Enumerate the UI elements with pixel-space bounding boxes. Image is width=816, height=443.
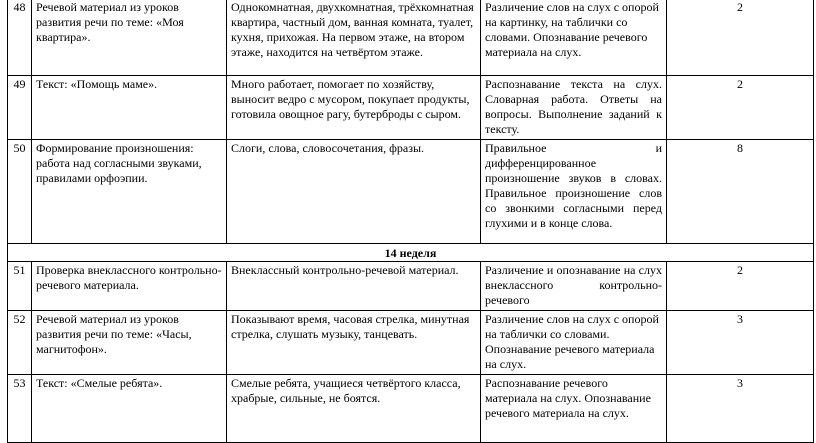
hours-cell: 2 (667, 76, 814, 140)
table-row (8, 311, 814, 375)
row-number: 53 (8, 375, 32, 443)
activity-cell: Распознавание текста на слух. Словарная работа. Ответы на вопросы. Выполнение заданий к тексту. (481, 76, 667, 140)
topic-cell: Речевой материал из уроков развития речи по теме: «Моя квартира». (32, 0, 227, 76)
table-row (8, 76, 814, 140)
material-cell: Смелые ребята, учащиеся четвёртого класса, храбрые, сильные, не боятся. (227, 375, 481, 443)
row-number: 48 (8, 0, 32, 76)
row-number: 52 (8, 311, 32, 375)
activity-cell: Распознавание речевого материала на слух. Опознавание речевого материала на слух. (481, 375, 667, 443)
lesson-plan-table (7, 0, 814, 443)
hours-cell: 8 (667, 140, 814, 244)
activity-cell: Правильное и дифференцированное произношение звуков в словах. Правильное произношение слов со звонкими согласными перед глухими и в конце слова. (481, 140, 667, 244)
material-cell: Показывают время, часовая стрелка, минутная стрелка, слушать музыку, танцевать. (227, 311, 481, 375)
week-heading-row (8, 244, 814, 262)
row-number: 51 (8, 262, 32, 311)
material-cell: Слоги, слова, словосочетания, фразы. (227, 140, 481, 244)
material-cell: Внеклассный контрольно-речевой материал. (227, 262, 481, 311)
topic-cell: Речевой материал из уроков развития речи по теме: «Часы, магнитофон». (32, 311, 227, 375)
week-heading: 14 неделя (8, 244, 814, 262)
topic-cell: Текст: «Смелые ребята». (32, 375, 227, 443)
material-cell: Однокомнатная, двухкомнатная, трёхкомнатная квартира, частный дом, ванная комната, туалет, кухня, прихожая. На первом этаже, на втором этаже, находится на четвёртом этаже. (227, 0, 481, 76)
activity-cell: Различение и опознавание на слух внеклассного контрольно-речевого (481, 262, 667, 311)
hours-cell: 3 (667, 311, 814, 375)
hours-cell: 2 (667, 262, 814, 311)
hours-cell: 3 (667, 375, 814, 443)
table-row (8, 375, 814, 443)
hours-cell: 2 (667, 0, 814, 76)
topic-cell: Текст: «Помощь маме». (32, 76, 227, 140)
table-row (8, 262, 814, 311)
material-cell: Много работает, помогает по хозяйству, выносит ведро с мусором, покупает продукты, готовила овощное рагу, бутерброды с сыром. (227, 76, 481, 140)
activity-cell: Различение слов на слух с опорой на таблички со словами. Опознавание речевого материала на слух. (481, 311, 667, 375)
activity-cell: Различение слов на слух с опорой на картинку, на таблички со словами. Опознавание речевого материала на слух. (481, 0, 667, 76)
table-row (8, 0, 814, 76)
topic-cell: Проверка внеклассного контрольно-речевого материала. (32, 262, 227, 311)
row-number: 50 (8, 140, 32, 244)
table-row (8, 140, 814, 244)
topic-cell: Формирование произношения: работа над согласными звуками, правилами орфоэпии. (32, 140, 227, 244)
row-number: 49 (8, 76, 32, 140)
